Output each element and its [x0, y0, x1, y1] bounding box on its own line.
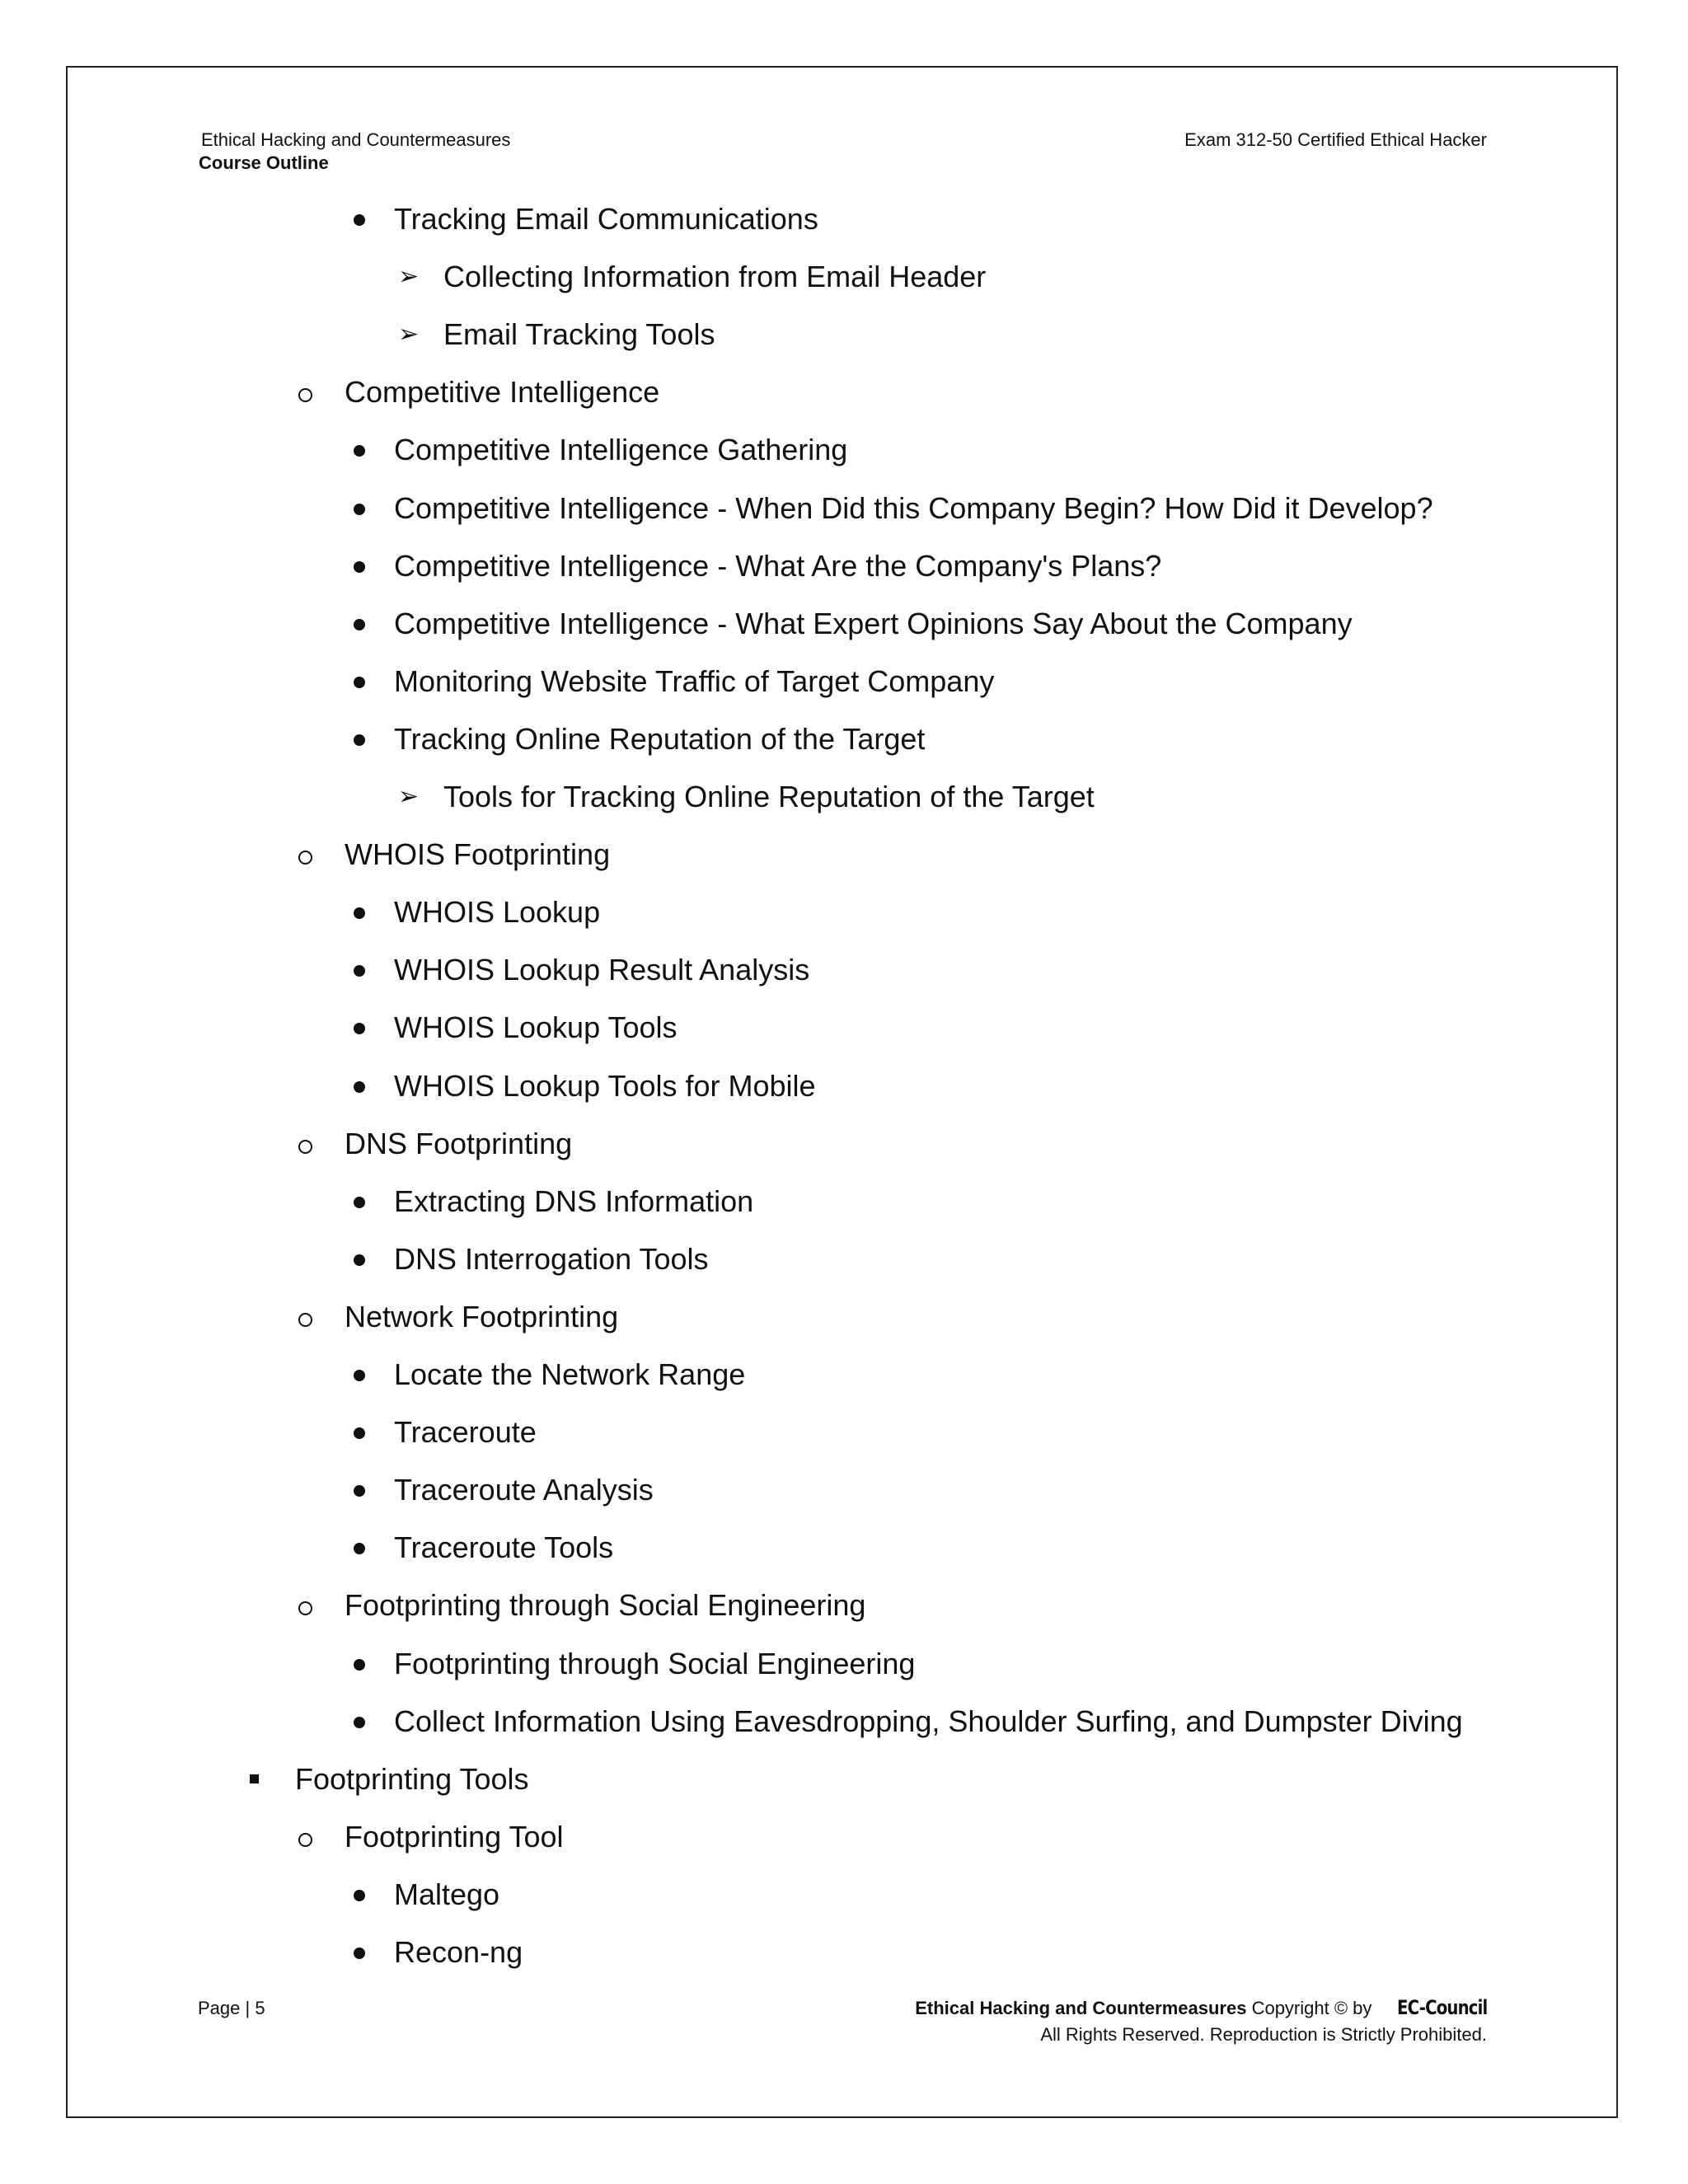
outline-item-text: Competitive Intelligence - What Expert Opinions Say About the Company [394, 606, 1353, 640]
bullet-icon [354, 677, 365, 688]
outline-item-text: DNS Footprinting [345, 1126, 573, 1160]
outline-item-text: DNS Interrogation Tools [394, 1241, 709, 1276]
bullet-icon [354, 561, 365, 573]
copyright-course-title: Ethical Hacking and Countermeasures [915, 1998, 1247, 2018]
section-title: Course Outline [199, 152, 329, 173]
bullet-icon [354, 1717, 365, 1728]
outline-item-text: Traceroute Analysis [394, 1473, 654, 1507]
outline-item-text: Tracking Email Communications [394, 202, 818, 236]
outline-item-text: WHOIS Lookup [394, 895, 601, 930]
circle-bullet-icon [298, 1140, 312, 1154]
outline-item-text: Footprinting Tools [295, 1761, 529, 1796]
ec-council-logo: EC-Council [1396, 1996, 1487, 2019]
outline-item-text: Extracting DNS Information [394, 1183, 754, 1218]
page-number: Page | 5 [198, 1998, 265, 2018]
outline-item-text: Maltego [394, 1877, 500, 1911]
outline-item-text: WHOIS Footprinting [345, 837, 611, 872]
outline-item-text: Footprinting through Social Engineering [394, 1646, 916, 1680]
circle-bullet-icon [298, 1313, 312, 1327]
exam-title: Exam 312-50 Certified Ethical Hacker [1184, 129, 1487, 150]
outline-item-text: Competitive Intelligence - What Are the Company's Plans? [394, 548, 1162, 583]
outline-item-text: Footprinting through Social Engineering [345, 1588, 866, 1623]
bullet-icon [354, 1197, 365, 1208]
bullet-icon [354, 619, 365, 630]
bullet-icon [354, 1254, 365, 1266]
arrow-bullet-icon: ➢ [398, 263, 420, 291]
outline-item-text: Email Tracking Tools [443, 317, 715, 352]
outline-item-text: Tools for Tracking Online Reputation of the Target [443, 780, 1095, 813]
arrow-bullet-icon: ➢ [398, 783, 420, 810]
course-title: Ethical Hacking and Countermeasures [201, 129, 511, 150]
outline-item-text: WHOIS Lookup Result Analysis [394, 953, 810, 987]
bullet-icon [354, 1081, 365, 1093]
outline-item-text: Competitive Intelligence - When Did this Company Begin? How Did it Develop? [394, 490, 1433, 525]
outline-item-text: Traceroute [394, 1415, 537, 1450]
bullet-icon [354, 504, 365, 515]
outline-item-text: Locate the Network Range [394, 1357, 746, 1391]
outline-item-text: Tracking Online Reputation of the Target [394, 721, 926, 756]
outline-item-text: Competitive Intelligence Gathering [394, 433, 848, 467]
square-bullet-icon [250, 1774, 259, 1783]
bullet-icon [354, 1947, 365, 1959]
rights-reserved: All Rights Reserved. Reproduction is Strictly Prohibited. [1040, 2024, 1487, 2045]
outline-item-text: Monitoring Website Traffic of Target Company [394, 663, 995, 698]
page-footer-copyright [915, 1994, 1487, 2048]
page-border [66, 66, 1618, 2118]
bullet-icon [354, 1890, 365, 1901]
circle-bullet-icon [298, 851, 312, 865]
outline-item-text: Traceroute Tools [394, 1530, 614, 1565]
copyright-line [915, 1994, 1487, 2022]
outline-item-text: Recon-ng [394, 1935, 523, 1969]
bullet-icon [354, 1659, 365, 1671]
outline-item-text: WHOIS Lookup Tools for Mobile [394, 1068, 816, 1103]
outline-item-text: Collecting Information from Email Header [443, 260, 987, 294]
outline-item-text: WHOIS Lookup Tools [394, 1010, 678, 1045]
outline-item-text: Network Footprinting [345, 1299, 619, 1333]
bullet-icon [354, 734, 365, 746]
circle-bullet-icon [298, 1833, 312, 1847]
outline-item-text: Collect Information Using Eavesdropping, Shoulder Surfing, and Dumpster Diving [394, 1704, 1463, 1738]
copyright-text: Copyright © by [1246, 1998, 1377, 2018]
outline-item-text: Footprinting Tool [345, 1819, 564, 1854]
page-header-left [201, 129, 510, 175]
arrow-bullet-icon: ➢ [398, 321, 420, 349]
bullet-icon [354, 214, 365, 226]
bullet-icon [354, 1370, 365, 1381]
outline-item-text: Competitive Intelligence [345, 375, 660, 410]
bullet-icon [354, 1427, 365, 1439]
